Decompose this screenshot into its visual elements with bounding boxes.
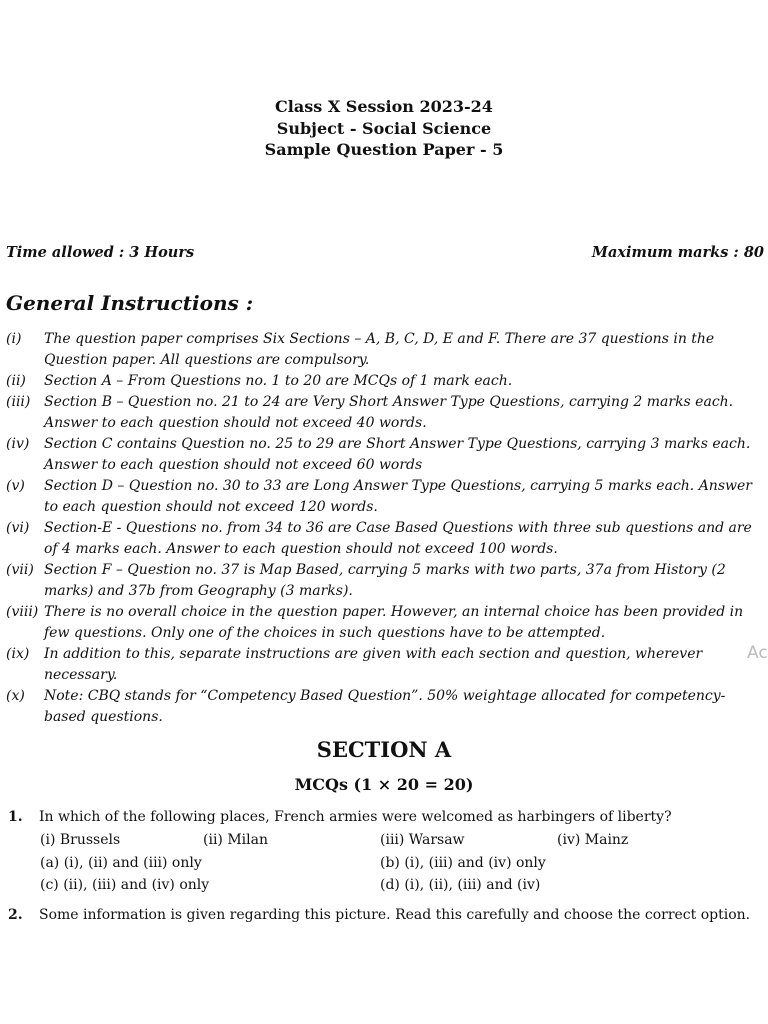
instruction-number: (viii) [6, 604, 39, 620]
instruction-item [6, 602, 766, 644]
instruction-item [6, 644, 766, 686]
maximum-marks: Maximum marks : 80 [591, 244, 764, 261]
question-number: 2. [8, 907, 23, 923]
paper-title: Sample Question Paper - 5 [264, 140, 504, 159]
question-number: 1. [8, 809, 23, 825]
instruction-number: (ix) [6, 646, 30, 662]
paper-class-session: Class X Session 2023-24 [275, 97, 493, 116]
general-instructions-title: General Instructions : [6, 291, 254, 315]
question-text: Some information is given regarding this picture. Read this carefully and choose the correct option. [39, 907, 751, 923]
instruction-text: Note: CBQ stands for “Competency Based Question”. 50% weightage allocated for competency-based questions. [44, 688, 726, 725]
instruction-text: There is no overall choice in the question paper. However, an internal choice has been provided in few questions. Only one of the choices in such questions have to be attempted. [44, 604, 744, 641]
instruction-text: The question paper comprises Six Sections – A, B, C, D, E and F. There are 37 questions in the Question paper. All questions are compulsory. [44, 331, 715, 368]
instruction-item [6, 371, 766, 392]
instructions-list [6, 329, 766, 728]
place-option: (iv) Mainz [557, 832, 629, 848]
instruction-item [6, 518, 766, 560]
place-option: (iii) Warsaw [380, 832, 465, 848]
instruction-number: (vii) [6, 562, 34, 578]
instruction-item [6, 560, 766, 602]
watermark-text: Ac [747, 643, 768, 663]
answer-option: (b) (i), (iii) and (iv) only [380, 855, 546, 871]
instruction-item [6, 392, 766, 434]
instruction-text: In addition to this, separate instructions are given with each section and question, wherever necessary. [44, 646, 703, 683]
answer-option: (c) (ii), (iii) and (iv) only [40, 877, 210, 893]
time-allowed: Time allowed : 3 Hours [6, 244, 195, 261]
answer-option: (a) (i), (ii) and (iii) only [40, 855, 202, 871]
instruction-number: (i) [6, 331, 22, 347]
instruction-text: Section-E - Questions no. from 34 to 36 are Case Based Questions with three sub questions and are of 4 marks each. Answer to each question should not exceed 100 words. [44, 520, 752, 557]
instruction-item [6, 434, 766, 476]
question-text: In which of the following places, French armies were welcomed as harbingers of liberty? [39, 809, 672, 825]
instruction-item [6, 329, 766, 371]
section-title: SECTION A [316, 737, 452, 762]
instruction-number: (ii) [6, 373, 26, 389]
paper-header [0, 96, 768, 161]
instruction-text: Section F – Question no. 37 is Map Based, carrying 5 marks with two parts, 37a from History (2 marks) and 37b from Geography (3 marks). [44, 562, 726, 599]
instruction-number: (iv) [6, 436, 30, 452]
instruction-number: (iii) [6, 394, 31, 410]
instruction-text: Section B – Question no. 21 to 24 are Very Short Answer Type Questions, carrying 2 marks each. Answer to each question should not exceed 40 words. [44, 394, 734, 431]
section-subtitle: MCQs (1 × 20 = 20) [294, 775, 474, 794]
paper-subject: Subject - Social Science [276, 118, 492, 138]
instruction-item [6, 476, 766, 518]
place-option: (ii) Milan [203, 832, 268, 848]
answer-option: (d) (i), (ii), (iii) and (iv) [380, 877, 541, 893]
place-option: (i) Brussels [40, 832, 121, 848]
instruction-text: Section D – Question no. 30 to 33 are Long Answer Type Questions, carrying 5 marks each. Answer to each question should not exceed 120 words. [44, 478, 752, 515]
instruction-text: Section A – From Questions no. 1 to 20 are MCQs of 1 mark each. [44, 373, 513, 389]
instruction-number: (vi) [6, 520, 30, 536]
instruction-item [6, 686, 766, 728]
instruction-number: (x) [6, 688, 25, 704]
instruction-text: Section C contains Question no. 25 to 29 are Short Answer Type Questions, carrying 3 marks each. Answer to each question should not exceed 60 words [44, 436, 751, 473]
paper-meta [6, 244, 764, 261]
instruction-number: (v) [6, 478, 25, 494]
